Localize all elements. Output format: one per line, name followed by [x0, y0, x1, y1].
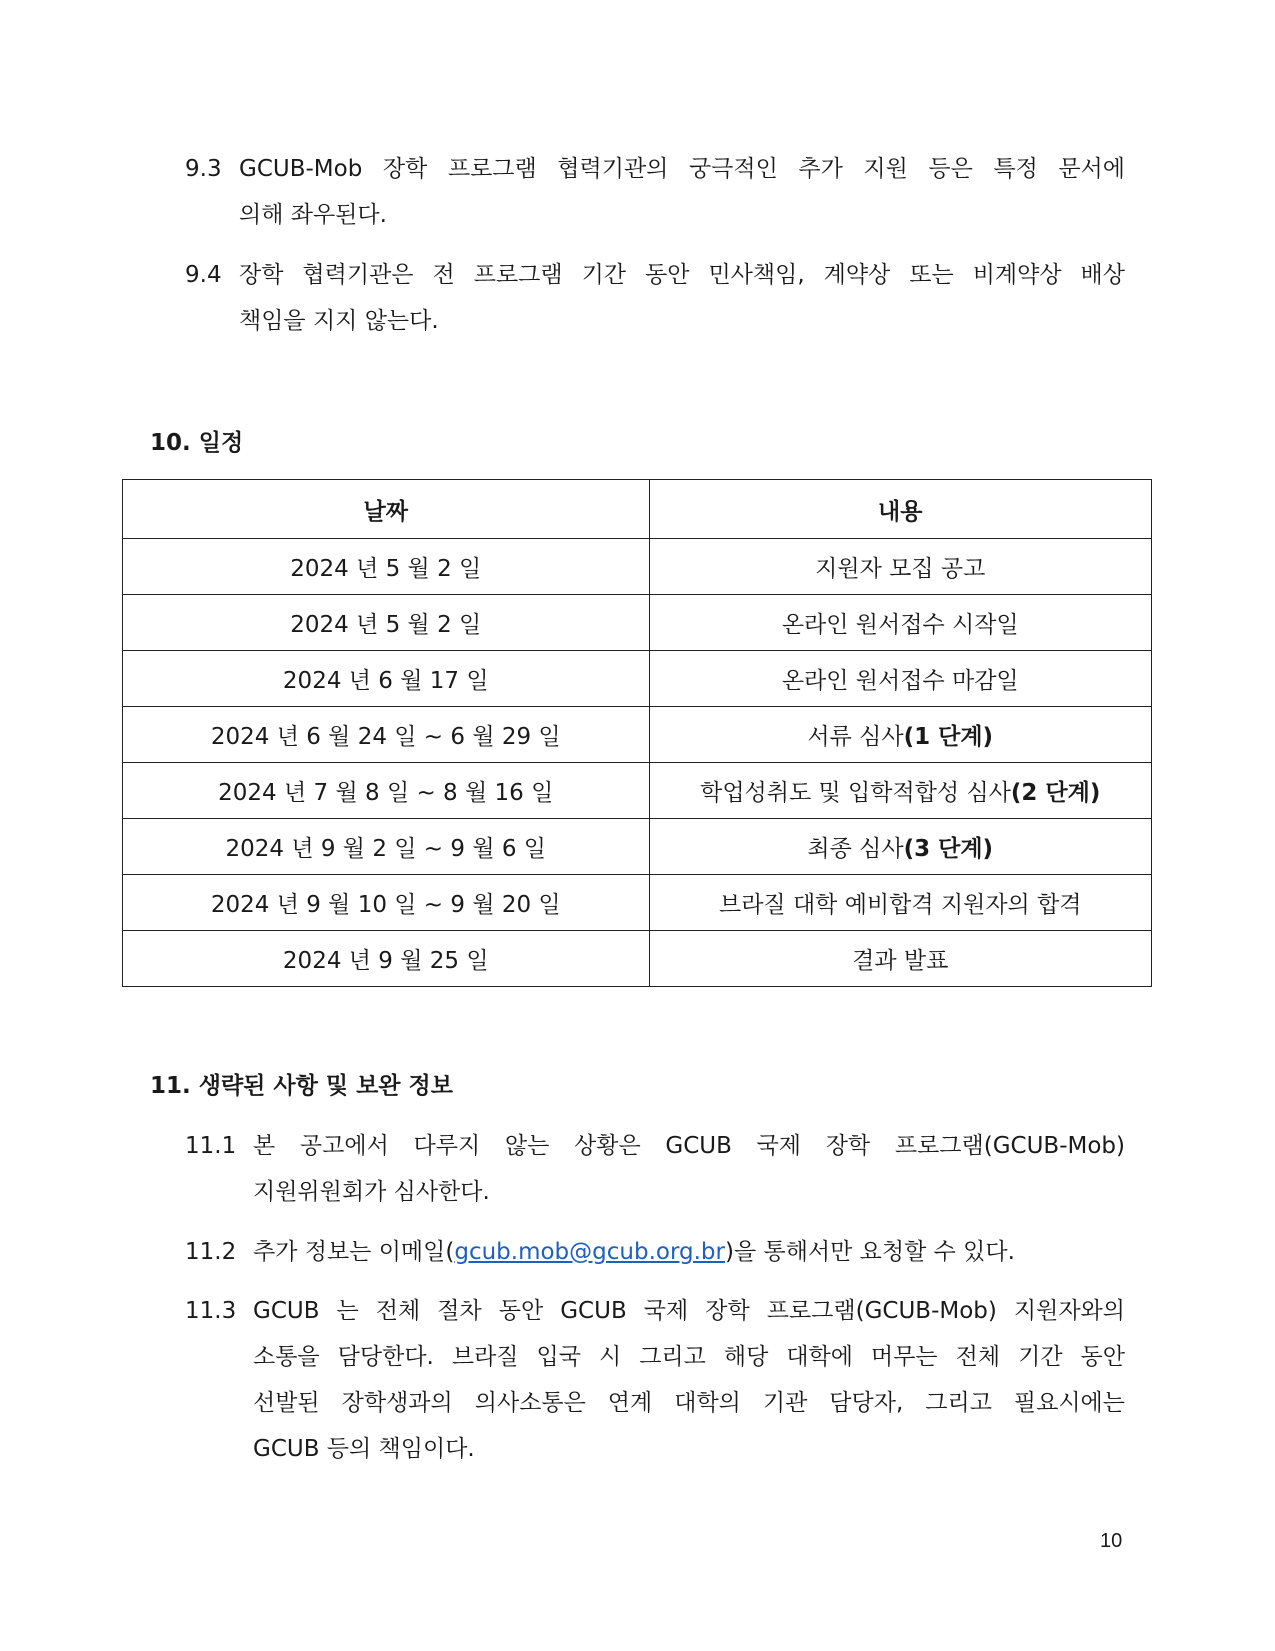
content-text: 학업성취도 및 입학적합성 심사 — [700, 780, 1011, 806]
column-header-content: 내용 — [649, 480, 1152, 539]
page-number: 10 — [1100, 1530, 1123, 1552]
clause-text-line: GCUB-Mob 장학 프로그램 협력기관의 궁극적인 추가 지원 등은 특정 문서에 — [239, 156, 1125, 182]
section-heading-supplementary: 11. 생략된 사항 및 보완 정보 — [150, 1073, 453, 1099]
clause-text-line: 선발된 장학생과의 의사소통은 연계 대학의 기관 담당자, 그리고 필요시에는 — [253, 1390, 1125, 1416]
table-row — [123, 931, 1152, 987]
clause-text-line: 본 공고에서 다루지 않는 상황은 GCUB 국제 장학 프로그램(GCUB-Mob) — [253, 1133, 1125, 1159]
content-cell — [649, 539, 1152, 595]
date-cell: 2024 년 5 월 2 일 — [123, 595, 650, 651]
date-cell: 2024 년 9 월 25 일 — [123, 931, 650, 987]
clause-11-2 — [185, 1229, 1125, 1275]
table-row — [123, 763, 1152, 819]
date-cell: 2024 년 9 월 2 일 ~ 9 월 6 일 — [123, 819, 650, 875]
clause-text-line: 지원위원회가 심사한다. — [253, 1179, 490, 1205]
content-cell — [649, 875, 1152, 931]
clause-9-4 — [185, 252, 1125, 344]
content-cell — [649, 595, 1152, 651]
date-cell: 2024 년 7 월 8 일 ~ 8 월 16 일 — [123, 763, 650, 819]
content-cell — [649, 651, 1152, 707]
clause-text-line: 소통을 담당한다. 브라질 입국 시 그리고 해당 대학에 머무는 전체 기간 동안 — [253, 1344, 1125, 1370]
column-header-date: 날짜 — [123, 480, 650, 539]
clause-9-3 — [185, 146, 1125, 238]
table-row — [123, 651, 1152, 707]
date-cell: 2024 년 5 월 2 일 — [123, 539, 650, 595]
table-header-row — [123, 480, 1152, 539]
clause-number: 11.3 — [185, 1298, 237, 1324]
table-row — [123, 707, 1152, 763]
content-cell — [649, 763, 1152, 819]
content-text: 최종 심사 — [807, 836, 904, 862]
content-cell — [649, 931, 1152, 987]
stage-label: (1 단계) — [903, 724, 994, 750]
email-link[interactable]: gcub.mob@gcub.org.br — [454, 1239, 725, 1265]
content-cell — [649, 707, 1152, 763]
clause-11-3 — [185, 1288, 1125, 1472]
section-heading-schedule: 10. 일정 — [150, 430, 244, 456]
clause-text-line: GCUB 는 전체 절차 동안 GCUB 국제 장학 프로그램(GCUB-Mob) 지원자와의 — [253, 1298, 1125, 1324]
schedule-table — [122, 479, 1152, 987]
clause-text-line: 장학 협력기관은 전 프로그램 기간 동안 민사책임, 계약상 또는 비계약상 배상 — [239, 262, 1125, 288]
content-text: 온라인 원서접수 시작일 — [781, 612, 1019, 638]
date-cell: 2024 년 6 월 17 일 — [123, 651, 650, 707]
clause-number: 11.2 — [185, 1239, 237, 1265]
clause-text-line: 의해 좌우된다. — [239, 202, 387, 228]
clause-11-1 — [185, 1123, 1125, 1215]
clause-number: 9.3 — [185, 156, 222, 182]
clause-text: 추가 정보는 이메일( — [253, 1239, 455, 1265]
clause-text-line: GCUB 등의 책임이다. — [253, 1436, 475, 1462]
table-row — [123, 539, 1152, 595]
content-text: 온라인 원서접수 마감일 — [781, 668, 1019, 694]
stage-label: (3 단계) — [903, 836, 994, 862]
date-cell: 2024 년 6 월 24 일 ~ 6 월 29 일 — [123, 707, 650, 763]
clause-text-line — [185, 1229, 1125, 1275]
content-cell — [649, 819, 1152, 875]
stage-label: (2 단계) — [1010, 780, 1101, 806]
clause-text: )을 통해서만 요청할 수 있다. — [724, 1239, 1015, 1265]
date-cell: 2024 년 9 월 10 일 ~ 9 월 20 일 — [123, 875, 650, 931]
content-text: 브라질 대학 예비합격 지원자의 합격 — [718, 892, 1082, 918]
clause-number: 9.4 — [185, 262, 222, 288]
content-text: 서류 심사 — [807, 724, 904, 750]
content-text: 지원자 모집 공고 — [815, 556, 986, 582]
clause-number: 11.1 — [185, 1133, 237, 1159]
table-row — [123, 875, 1152, 931]
content-text: 결과 발표 — [852, 948, 949, 974]
table-row — [123, 819, 1152, 875]
clause-text-line: 책임을 지지 않는다. — [239, 308, 439, 334]
table-row — [123, 595, 1152, 651]
